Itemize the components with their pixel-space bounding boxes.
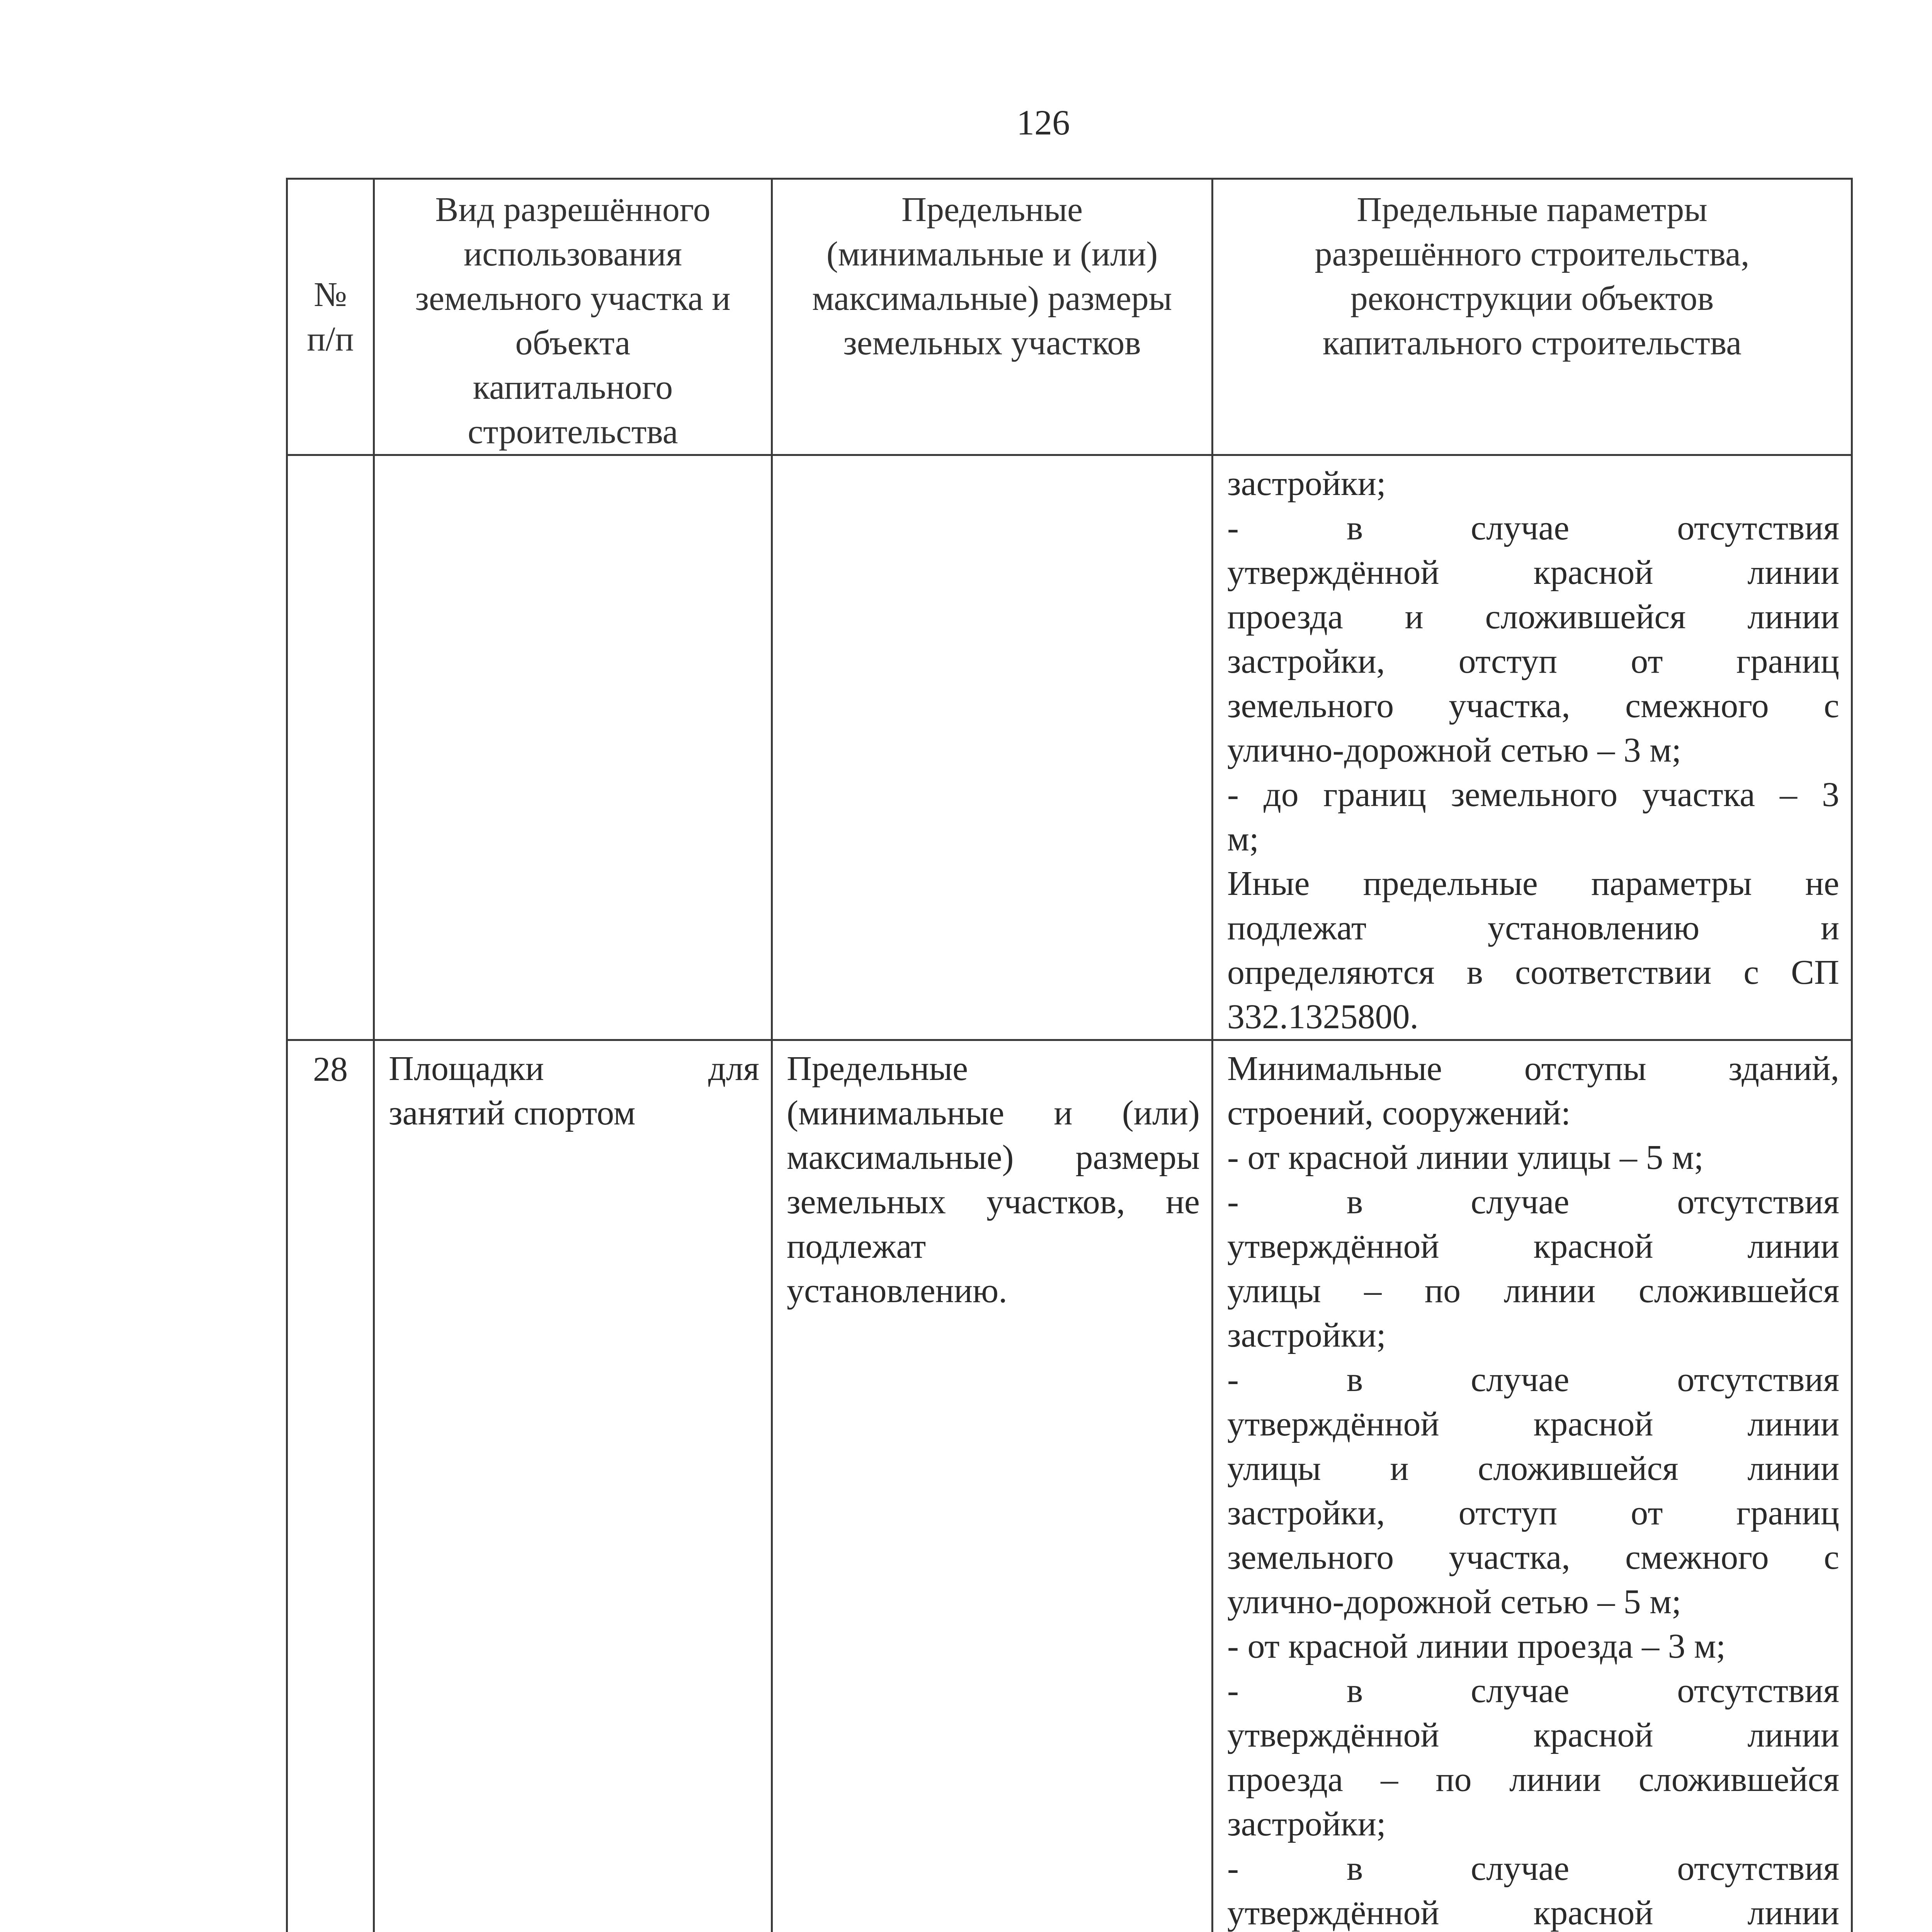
cell-number xyxy=(287,455,374,1040)
cell-parameters: застройки; - в случае отсутствия утверждённой красной линии проезда и сложившейся линии застройки, отступ от границ земельного участка, смежного с улично-дорожной сетью – 3 м; - до границ земельного участка – 3 м; Иные предельные параметры не подлежат установлению и определяются в соответствии с СП 332.1325800. xyxy=(1213,455,1852,1040)
page-number: 126 xyxy=(1017,103,1070,142)
row-number: 28 xyxy=(287,1040,374,1932)
header-plot-sizes: Предельные (минимальные и (или) максимальные) размеры земельных участков xyxy=(772,179,1213,455)
header-use-type: Вид разрешённого использования земельного участка и объекта капитального строительства xyxy=(374,179,772,455)
cell-plot-sizes xyxy=(772,455,1213,1040)
cell-plot-sizes: Предельные (минимальные и (или) максимальные) размеры земельных участков, не подлежат установлению. xyxy=(772,1040,1213,1932)
header-parameters: Предельные параметры разрешённого строительства, реконструкции объектов капитального строительства xyxy=(1213,179,1852,455)
regulations-table xyxy=(286,178,1853,1932)
cell-use-type xyxy=(374,455,772,1040)
table-header-row xyxy=(287,179,1852,455)
cell-use-type: Площадки для занятий спортом xyxy=(374,1040,772,1932)
cell-parameters: Минимальные отступы зданий, строений, сооружений: - от красной линии улицы – 5 м; - в случае отсутствия утверждённой красной линии улицы – по линии сложившейся застройки; - в случае отсутствия утверждённой красной линии улицы и сложившейся линии застройки, отступ от границ земельного участка, смежного с улично-дорожной сетью – 5 м; - от красной линии проезда – 3 м; - в случае отсутствия утверждённой красной линии проезда – по линии сложившейся застройки; - в случае отсутствия утверждённой красной линии xyxy=(1213,1040,1852,1932)
table-row xyxy=(287,1040,1852,1932)
header-number: № п/п xyxy=(287,179,374,455)
table-row-continuation xyxy=(287,455,1852,1040)
